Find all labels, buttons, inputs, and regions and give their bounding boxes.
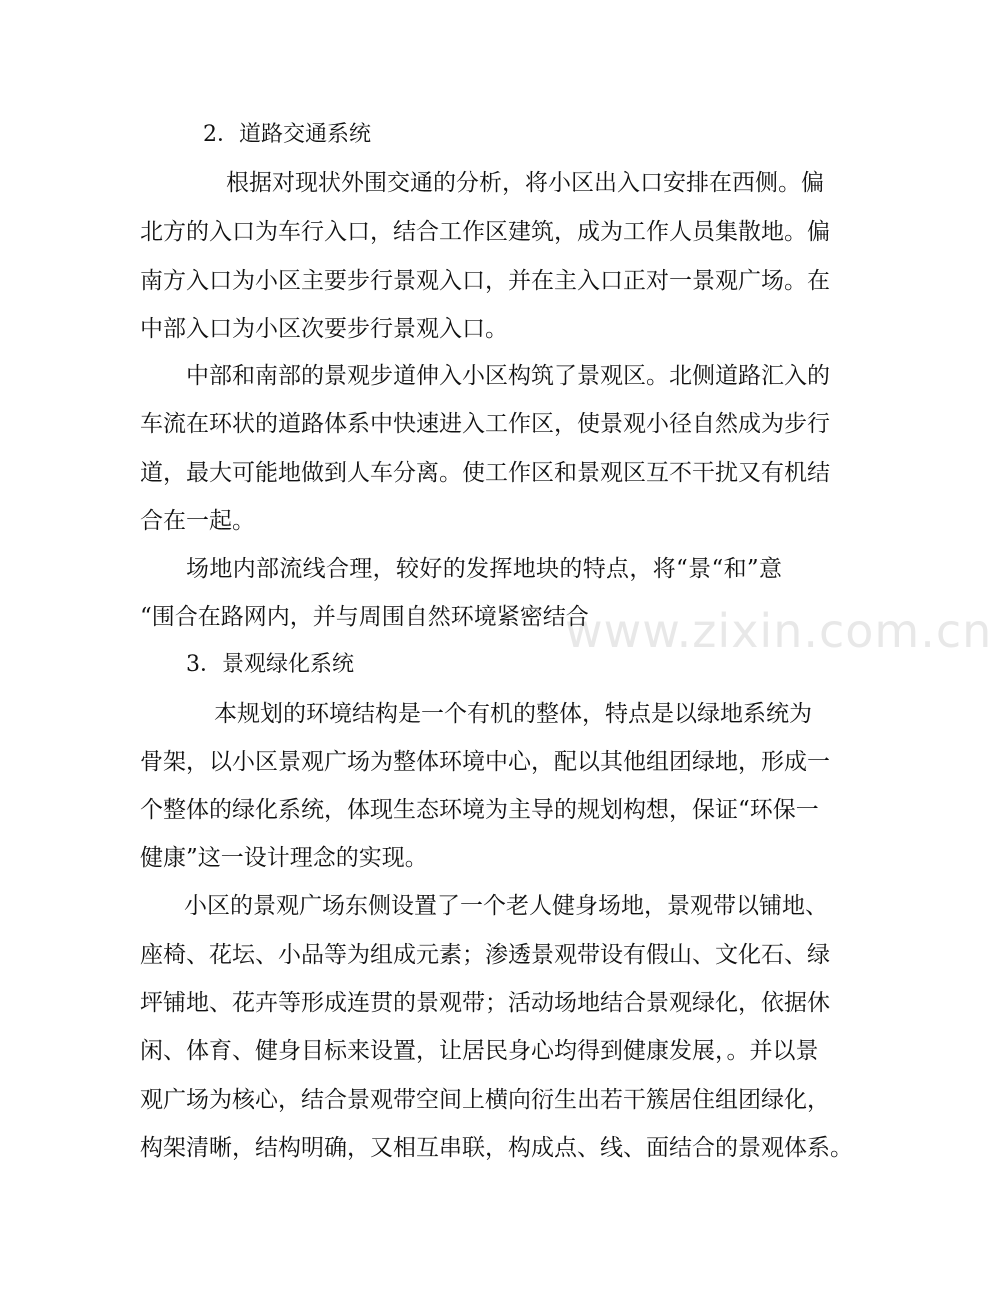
- paragraph-line: 根据对现状外围交通的分析，将小区出入口安排在西侧。偏: [226, 170, 824, 196]
- watermark: www.zixin.com.cn: [565, 604, 992, 658]
- paragraph-line: 骨架，以小区景观广场为整体环境中心，配以其他组团绿地，形成一: [140, 749, 830, 775]
- paragraph-line: “围合在路网内，并与周围自然环境紧密结合: [140, 604, 589, 630]
- paragraph-line: 小区的景观广场东侧设置了一个老人健身场地，景观带以铺地、: [184, 893, 828, 919]
- paragraph-line: 个整体的绿化系统，体现生态环境为主导的规划构想，保证“环保一: [140, 797, 819, 823]
- section-heading-traffic: 2．道路交通系统: [203, 122, 371, 147]
- paragraph-line: 南方入口为小区主要步行景观入口，并在主入口正对一景观广场。在: [140, 268, 830, 294]
- paragraph-line: 观广场为核心，结合景观带空间上横向衍生出若干簇居住组团绿化，: [140, 1087, 830, 1113]
- paragraph-line: 场地内部流线合理，较好的发挥地块的特点，将“景“和”意: [186, 556, 782, 582]
- paragraph-line: 本规划的环境结构是一个有机的整体，特点是以绿地系统为: [214, 701, 812, 727]
- paragraph-line: 坪铺地、花卉等形成连贯的景观带；活动场地结合景观绿化，依据休: [140, 990, 830, 1016]
- paragraph-line: 健康”这一设计理念的实现。: [140, 845, 428, 871]
- paragraph-line: 中部和南部的景观步道伸入小区构筑了景观区。北侧道路汇入的: [186, 363, 830, 389]
- paragraph-line: 中部入口为小区次要步行景观入口。: [140, 316, 508, 342]
- section-heading-landscape: 3．景观绿化系统: [186, 652, 354, 677]
- paragraph-line: 北方的入口为车行入口，结合工作区建筑，成为工作人员集散地。偏: [140, 219, 830, 245]
- paragraph-line: 闲、体育、健身目标来设置，让居民身心均得到健康发展，。并以景: [140, 1038, 819, 1064]
- paragraph-line: 座椅、花坛、小品等为组成元素；渗透景观带设有假山、文化石、绿: [140, 942, 830, 968]
- paragraph-line: 构架清晰，结构明确，又相互串联，构成点、线、面结合的景观体系。: [140, 1135, 853, 1161]
- paragraph-line: 车流在环状的道路体系中快速进入工作区，使景观小径自然成为步行: [140, 411, 830, 437]
- paragraph-line: 合在一起。: [140, 508, 255, 534]
- paragraph-line: 道，最大可能地做到人车分离。使工作区和景观区互不干扰又有机结: [140, 460, 830, 486]
